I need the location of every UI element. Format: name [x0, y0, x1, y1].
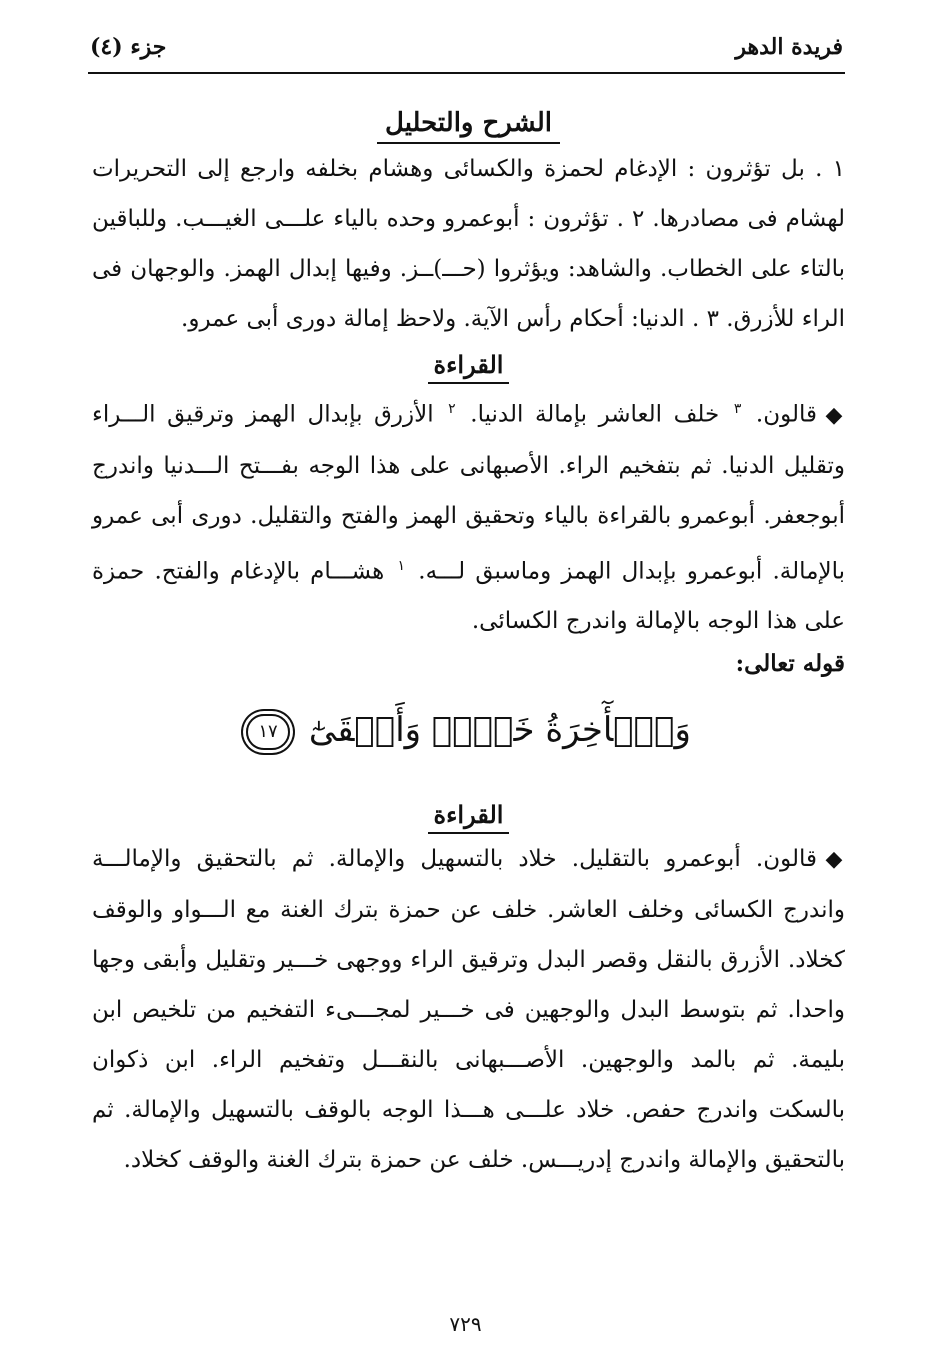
diamond-bullet-icon-2: ◆: [825, 847, 843, 873]
running-header: [90, 28, 843, 68]
diamond-bullet-icon: ◆: [825, 402, 843, 428]
reading-paragraph-1: [92, 384, 845, 646]
book-title: فريدة الدهر: [735, 34, 843, 60]
page-content: [92, 108, 845, 1185]
footnote-ref-2: ٢: [448, 401, 456, 417]
reading1-part3: الأزرق بإبدال الهمز وترقيق الـــراء وتقليل الدنيا. ثم بتفخيم الراء. الأصبهانى على هذا الوجه بفـــتح الـــدنيا واندرج أبوجعفر. أبوعمرو بالقراءة بالياء وتحقيق الهمز والفتح والتقليل. دورى أبى عمرو بالإمالة. أبوعمرو بإبدال الهمز وماسبق لـــه.: [92, 401, 845, 585]
part-label: جزء (٤): [90, 34, 167, 60]
verse-text: وَٱلۡأٓخِرَةُ خَيۡرٞ وَأَبۡقَىٰٓ: [308, 710, 691, 751]
reading-title-1: [92, 350, 845, 384]
footnote-ref-1: ١: [397, 557, 406, 574]
reading2-text: قالون. أبوعمرو بالتقليل. خلاد بالتسهيل والإمالة. ثم بالتحقيق والإمالـــة واندرج الكسائى وخلف العاشر. خلف عن حمزة بترك الغنة مع الـــواو والوقف كخلاد. الأزرق بالنقل وقصر البدل وترقيق الراء ووجهى خـــير وتقليل وأبقى وجها واحدا. ثم بتوسط البدل والوجهين فى خـــير لمجـــىء التفخيم من تلخيص ابن بليمة. ثم بالمد والوجهين. الأصـــبهانى بالنقـــل وتفخيم الراء. ابن ذكوان بالسكت واندرج حفص. خلاد علـــى هـــذا الوجه بالوقف بالتسهيل والإمالة. ثم بالتحقيق والإمالة واندرج إدريـــس. خلف عن حمزة بترك الغنة والوقف كخلاد.: [92, 846, 845, 1174]
section-title: [92, 108, 845, 144]
page-number: ٧٢٩: [449, 1312, 482, 1336]
reading1-part1: قالون.: [755, 401, 818, 428]
explanation-paragraph: ١ . بل تؤثرون : الإدغام لحمزة والكسائى وهشام بخلفه وارجع إلى التحريرات لهشام فى مصادرها. ٢ . تؤثرون : أبوعمرو وحده بالياء علـــى الغيـــب. وللباقين بالتاء على الخطاب. والشاهد: ويؤثروا (حـــ)ــز. وفيها إبدال الهمز. والوجهان فى الراء للأزرق. ٣ . الدنيا: أحكام رأس الآية. ولاحظ إمالة دورى أبى عمرو.: [92, 156, 845, 332]
reading1-part4: هشـــام بالإدغام والفتح. حمزة على هذا الوجه بالإمالة واندرج الكسائى.: [92, 558, 845, 635]
footnote-ref-3: ٣: [733, 401, 742, 417]
reading1-part2: خلف العاشر بإمالة الدنيا.: [470, 401, 720, 428]
header-rule: [88, 72, 845, 74]
reading-paragraph-2: [92, 834, 845, 1185]
ayah-number-marker: ١٧: [246, 714, 290, 750]
quran-verse: [92, 700, 845, 760]
reading-title-2-text: القراءة: [428, 800, 510, 834]
verse-intro: قوله تعالى:: [735, 650, 845, 678]
reading-title-2: [92, 800, 845, 834]
reading-title-1-text: القراءة: [428, 350, 510, 384]
section-title-text: الشرح والتحليل: [377, 108, 560, 144]
